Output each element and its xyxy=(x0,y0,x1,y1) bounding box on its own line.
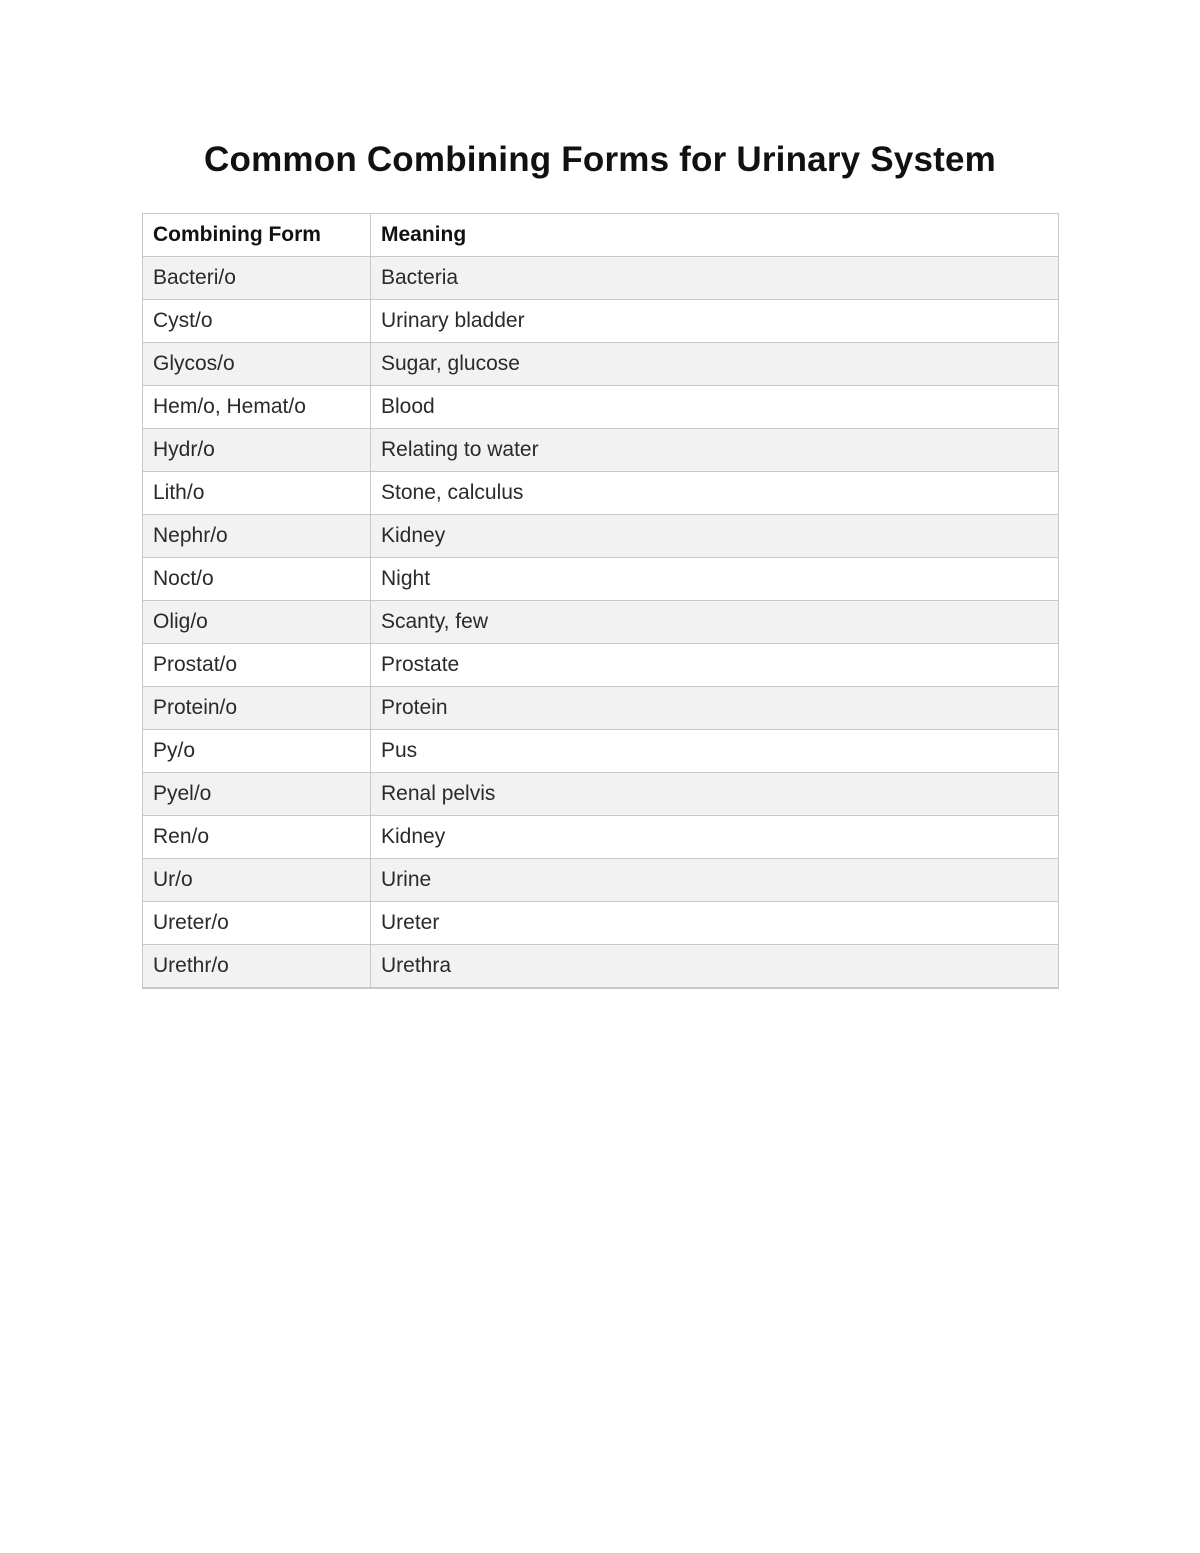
combining-form-cell: Glycos/o xyxy=(143,343,371,386)
combining-form-cell: Ureter/o xyxy=(143,902,371,945)
combining-form-cell: Lith/o xyxy=(143,472,371,515)
combining-form-cell: Olig/o xyxy=(143,601,371,644)
meaning-cell: Renal pelvis xyxy=(371,773,1059,816)
table-row xyxy=(143,300,1059,343)
meaning-cell: Prostate xyxy=(371,644,1059,687)
meaning-cell: Ureter xyxy=(371,902,1059,945)
combining-form-cell: Ur/o xyxy=(143,859,371,902)
table-row xyxy=(143,773,1059,816)
table-body xyxy=(143,257,1059,989)
meaning-cell: Kidney xyxy=(371,816,1059,859)
combining-form-cell: Cyst/o xyxy=(143,300,371,343)
table-row xyxy=(143,601,1059,644)
column-header-meaning: Meaning xyxy=(371,214,1059,257)
meaning-cell: Pus xyxy=(371,730,1059,773)
table-row xyxy=(143,257,1059,300)
combining-form-cell: Hydr/o xyxy=(143,429,371,472)
table-header-row xyxy=(143,214,1059,257)
meaning-cell: Kidney xyxy=(371,515,1059,558)
combining-form-cell: Prostat/o xyxy=(143,644,371,687)
column-header-combining-form: Combining Form xyxy=(143,214,371,257)
table-row xyxy=(143,472,1059,515)
table-row xyxy=(143,558,1059,601)
table-row xyxy=(143,515,1059,558)
table-row xyxy=(143,945,1059,989)
table-row xyxy=(143,730,1059,773)
page-title: Common Combining Forms for Urinary System xyxy=(204,140,996,179)
combining-forms-table xyxy=(142,213,1059,989)
combining-form-cell: Urethr/o xyxy=(143,945,371,989)
meaning-cell: Night xyxy=(371,558,1059,601)
table-row xyxy=(143,687,1059,730)
meaning-cell: Bacteria xyxy=(371,257,1059,300)
table-row xyxy=(143,386,1059,429)
table-row xyxy=(143,816,1059,859)
meaning-cell: Urethra xyxy=(371,945,1059,989)
meaning-cell: Protein xyxy=(371,687,1059,730)
meaning-cell: Urinary bladder xyxy=(371,300,1059,343)
combining-form-cell: Ren/o xyxy=(143,816,371,859)
table-row xyxy=(143,343,1059,386)
table-row xyxy=(143,429,1059,472)
meaning-cell: Blood xyxy=(371,386,1059,429)
combining-form-cell: Pyel/o xyxy=(143,773,371,816)
combining-form-cell: Hem/o, Hemat/o xyxy=(143,386,371,429)
combining-form-cell: Protein/o xyxy=(143,687,371,730)
combining-form-cell: Nephr/o xyxy=(143,515,371,558)
meaning-cell: Sugar, glucose xyxy=(371,343,1059,386)
combining-form-cell: Noct/o xyxy=(143,558,371,601)
combining-form-cell: Bacteri/o xyxy=(143,257,371,300)
meaning-cell: Urine xyxy=(371,859,1059,902)
meaning-cell: Stone, calculus xyxy=(371,472,1059,515)
combining-form-cell: Py/o xyxy=(143,730,371,773)
table-row xyxy=(143,644,1059,687)
table-row xyxy=(143,902,1059,945)
meaning-cell: Scanty, few xyxy=(371,601,1059,644)
table-row xyxy=(143,859,1059,902)
meaning-cell: Relating to water xyxy=(371,429,1059,472)
